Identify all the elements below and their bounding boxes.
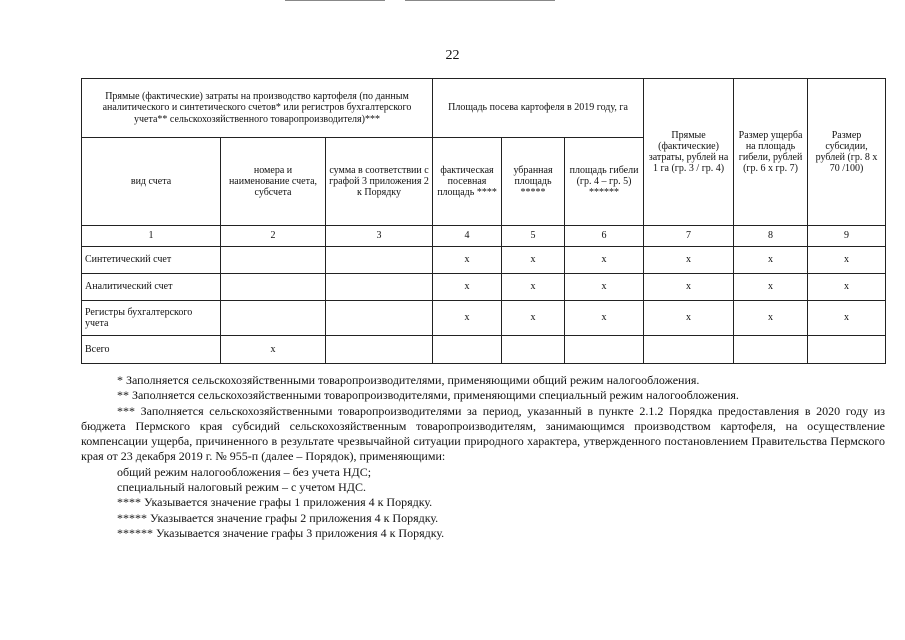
table-cell [326,274,433,301]
table-cell [734,336,808,364]
scan-top-line-right [405,0,555,1]
row-label: Регистры бухгалтерского учета [82,301,221,336]
column-number: 2 [221,226,326,247]
table-cell: х [734,274,808,301]
footnote-4: **** Указывается значение графы 1 приложения 4 к Порядку. [117,495,433,510]
table-cell [326,247,433,274]
column-number: 5 [502,226,565,247]
table-cell [565,336,644,364]
table-cell: х [734,301,808,336]
header-subsidy-amount: Размер субсидии, рублей (гр. 8 х 70 /100) [808,79,886,226]
table-cell [221,274,326,301]
table-cell [221,247,326,274]
header-direct-costs-group: Прямые (фактические) затраты на производство картофеля (по данным аналитического и синтетического счетов* или регистров бухгалтерского учета** сельскохозяйственного товаропроизводителя)*** [82,79,433,138]
column-number: 9 [808,226,886,247]
table-cell: х [808,274,886,301]
footnote-3-item-general: общий режим налогообложения – без учета НДС; [117,464,372,479]
table-cell: х [565,274,644,301]
row-label: Аналитический счет [82,274,221,301]
table-cell: х [644,247,734,274]
header-account-type: вид счета [82,138,221,226]
table-cell: х [221,336,326,364]
direct-costs-table [81,78,886,364]
table-cell: х [808,301,886,336]
footnotes [81,373,885,541]
footnote-1: * Заполняется сельскохозяйственными товаропроизводителями, применяющими общий режим налогообложения. [117,373,700,387]
table-cell [502,336,565,364]
header-sum: сумма в соответствии с графой 3 приложения 2 к Порядку [326,138,433,226]
row-label: Всего [82,336,221,364]
column-number: 6 [565,226,644,247]
table-cell: х [808,247,886,274]
table-cell [326,301,433,336]
page-number: 22 [445,48,460,63]
header-damage-amount: Размер ущерба на площадь гибели, рублей (гр. 6 х гр. 7) [734,79,808,226]
footnote-6: ****** Указывается значение графы 3 приложения 4 к Порядку. [117,525,445,540]
table-cell [433,336,502,364]
footnote-3-item-special: специальный налоговый режим – с учетом НДС. [117,480,366,495]
header-row-1 [82,79,886,138]
table-cell: х [502,274,565,301]
table-row [82,247,886,274]
header-account-numbers-names: номера и наименование счета, субсчета [221,138,326,226]
header-death-area: площадь гибели (гр. 4 – гр. 5) ****** [565,138,644,226]
row-label: Синтетический счет [82,247,221,274]
table-cell: х [644,274,734,301]
header-area-group: Площадь посева картофеля в 2019 году, га [433,79,644,138]
header-harvested-area: убранная площадь ***** [502,138,565,226]
table-cell [644,336,734,364]
footnote-3: *** Заполняется сельскохозяйственными товаропроизводителями за период, указанный в пункте 2.1.2 Порядка предоставления в 2020 году из бюджета Пермского края субсидий сельскохозяйственным товаропроизводителям, занимающимся производством картофеля, на осуществление компенсации ущерба, причиненного в результате чрезвычайной ситуации природного характера, утвержденного постановлением Правительства Пермского края от 23 декабря 2019 г. № 955-п (далее – Порядок), применяющими: [81,403,885,464]
column-number: 1 [82,226,221,247]
table-cell [221,301,326,336]
table-cell: х [565,301,644,336]
table-row [82,301,886,336]
table-cell: х [565,247,644,274]
table-cell: х [502,301,565,336]
table-cell: х [433,301,502,336]
table-row-total [82,336,886,364]
footnote-2: ** Заполняется сельскохозяйственными товаропроизводителями, применяющими специальный режим налогообложения. [117,388,739,403]
table-row [82,274,886,301]
scan-top-line-left [285,0,385,1]
column-number-row [82,226,886,247]
footnote-5: ***** Указывается значение графы 2 приложения 4 к Порядку. [117,510,439,525]
column-number: 3 [326,226,433,247]
table-cell: х [734,247,808,274]
table-cell [326,336,433,364]
column-number: 8 [734,226,808,247]
column-number: 4 [433,226,502,247]
header-actual-sown-area: фактическая посевная площадь **** [433,138,502,226]
table-cell: х [502,247,565,274]
table-cell: х [644,301,734,336]
column-number: 7 [644,226,734,247]
table-cell: х [433,274,502,301]
table-cell: х [433,247,502,274]
table-cell [808,336,886,364]
header-direct-costs-per-ha: Прямые (фактические) затраты, рублей на 1 га (гр. 3 / гр. 4) [644,79,734,226]
